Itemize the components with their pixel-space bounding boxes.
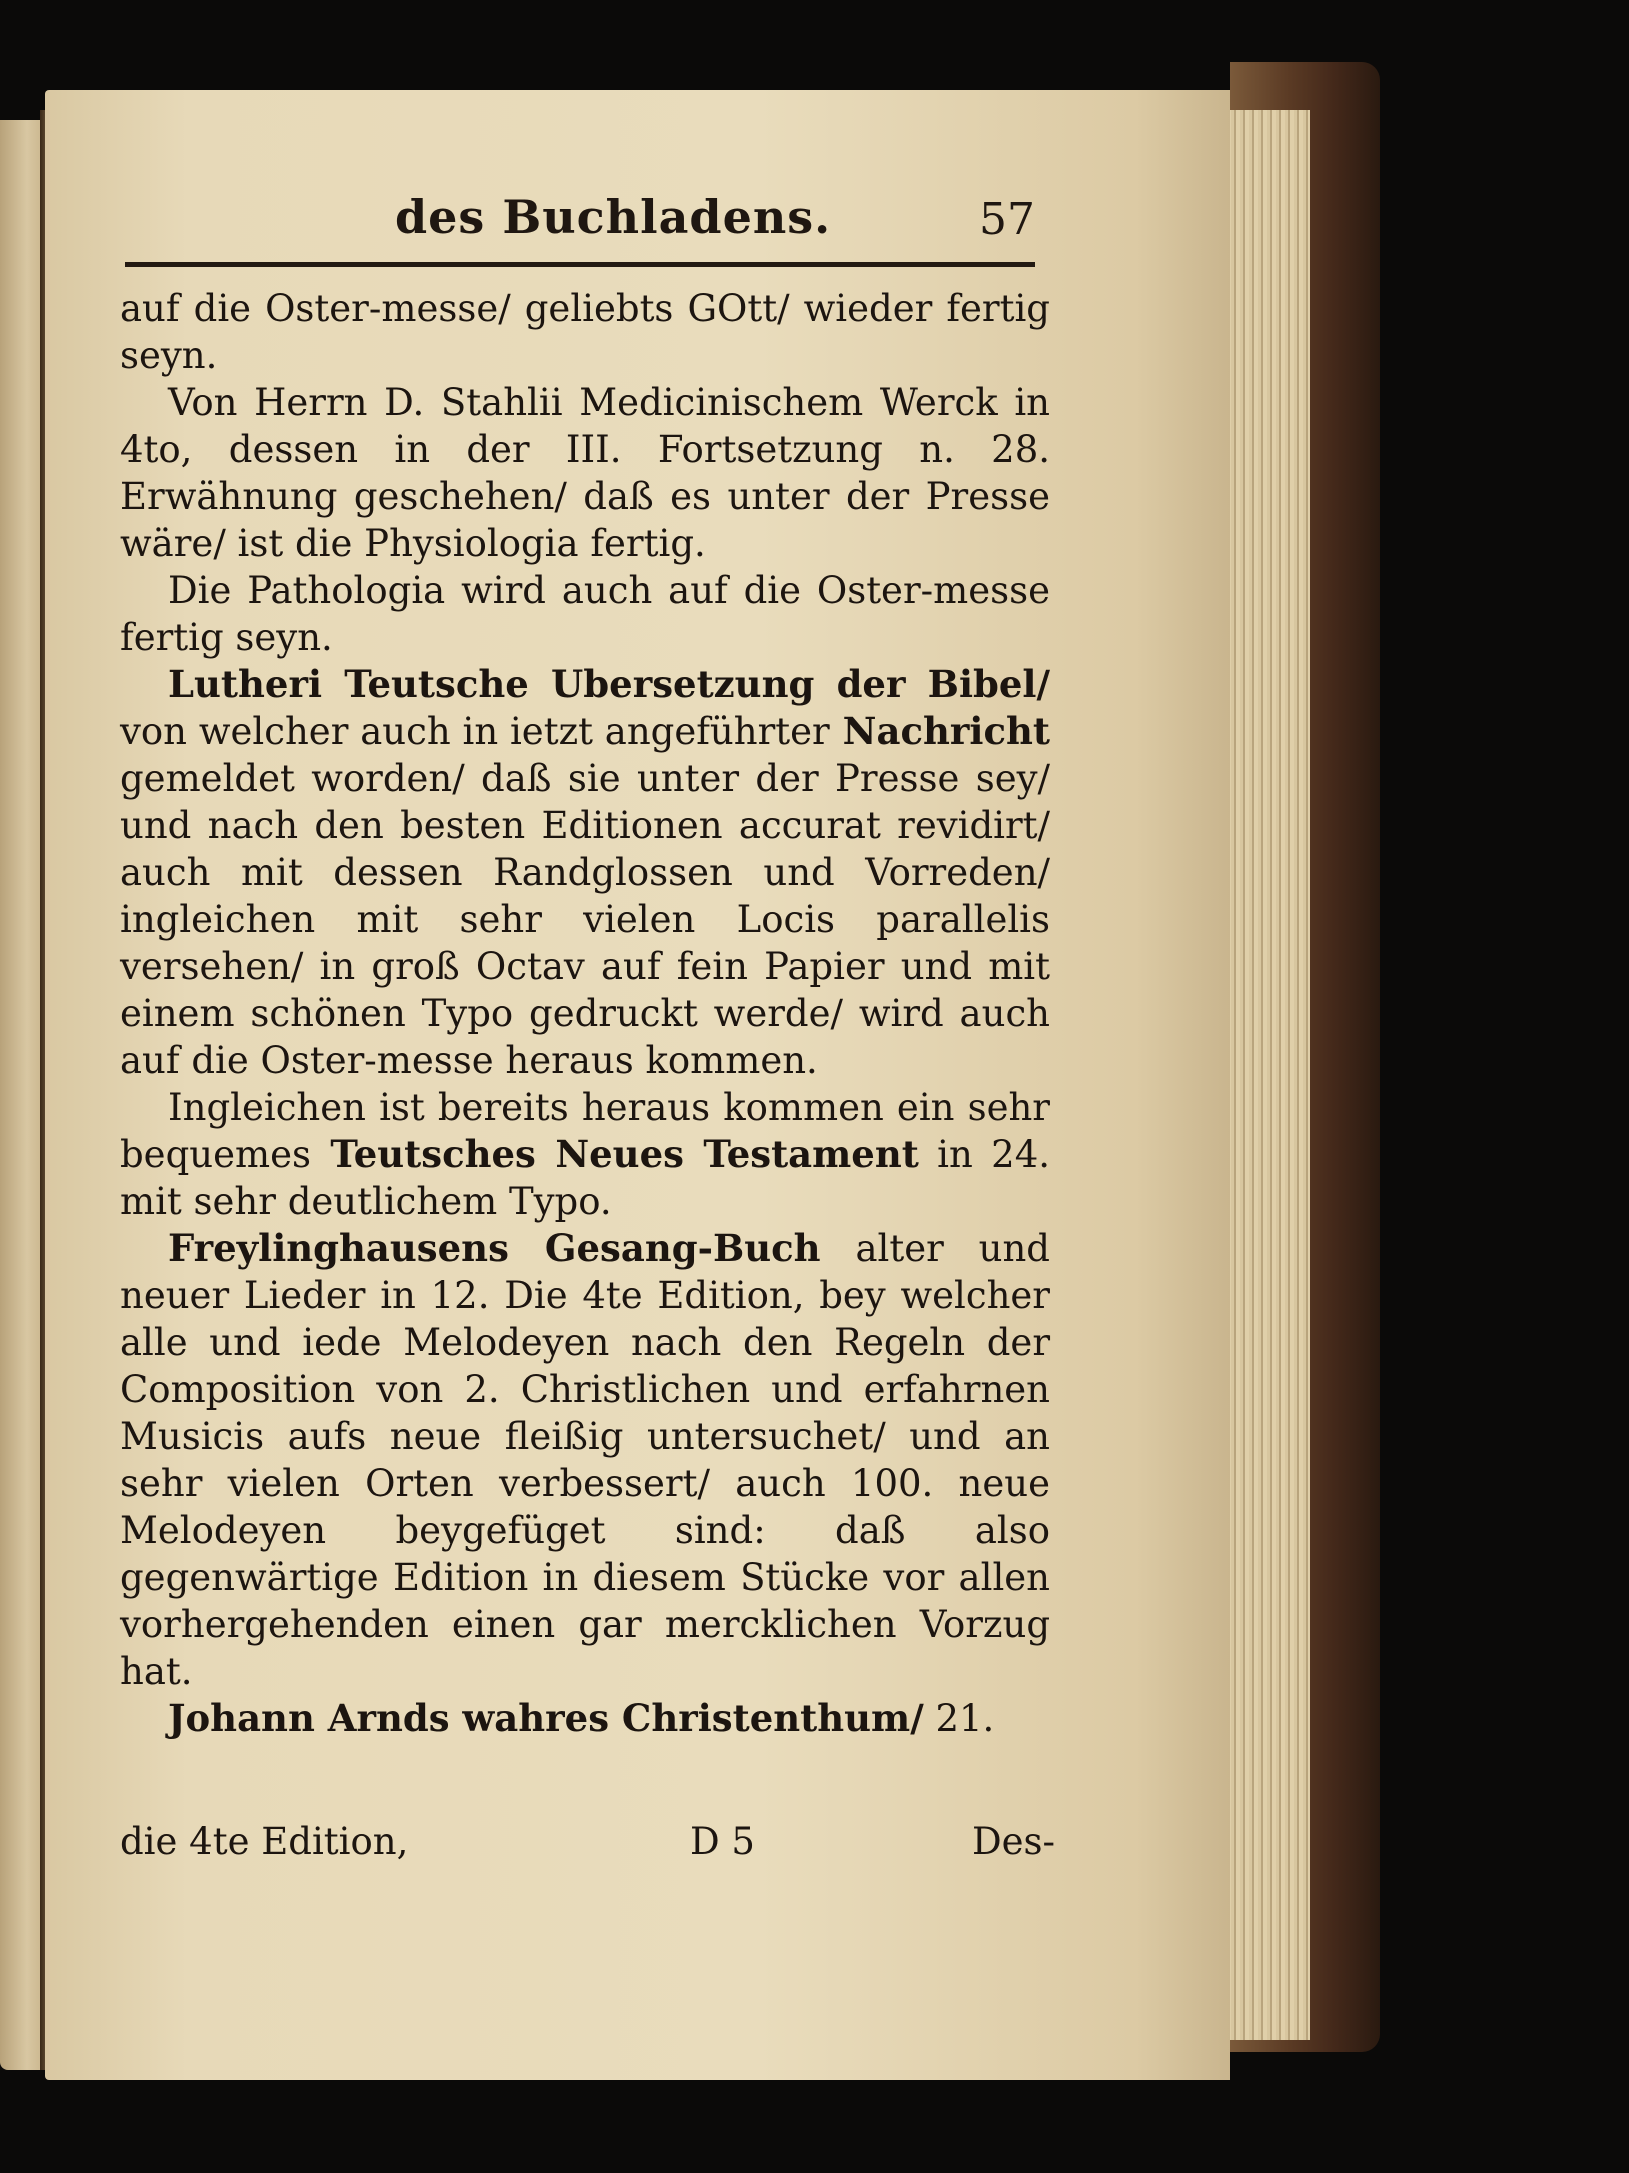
paragraph: auf die Oster-messe/ geliebts GOtt/ wieder fertig seyn. [120, 287, 1050, 377]
catchword: Des- [971, 1820, 1055, 1863]
page-body [120, 285, 1050, 1742]
nachricht-title: Nachricht [829, 709, 1050, 753]
paragraph-text: Ingleichen ist bereits heraus kommen ein sehr bequemes [120, 1086, 1050, 1176]
signature-mark: D 5 [690, 1820, 755, 1863]
paragraph [120, 661, 1050, 1084]
page-number: 57 [979, 194, 1035, 245]
paragraph: Die Pathologia wird auch auf die Oster-messe fertig seyn. [120, 569, 1050, 659]
paragraph-text: von welcher auch in ietzt angeführter [120, 710, 830, 753]
paragraph-text: 21. [923, 1697, 995, 1740]
bible-title: Lutheri Teutsche Ubersetzung der Bibel/ [168, 662, 1050, 706]
paragraph-text: alter und neuer Lieder in 12. Die 4te Edition, bey welcher alle und iede Melodeyen nach den Regeln der Composition von 2. Christlichen und erfahrnen Musicis aufs neue fleißig untersuchet/ und an sehr vielen Orten verbessert/ auch 100. neue Melodeyen beygefüget sind: daß also gegenwärtige Edition in diesem Stücke vor allen vorhergehenden einen gar mercklichen Vorzug hat. [120, 1227, 1050, 1693]
header-rule [125, 262, 1035, 267]
page-header [125, 180, 1035, 255]
running-head: des Buchladens. [395, 190, 832, 244]
last-line: die 4te Edition, [120, 1820, 409, 1863]
paragraph [120, 1225, 1050, 1695]
paragraph: Von Herrn D. Stahlii Medicinischem Werck in 4to, dessen in der III. Fortsetzung n. 28. Erwähnung geschehen/ daß es unter der Presse wäre/ ist die Physiologia fertig. [120, 381, 1050, 565]
paragraph [120, 1695, 1050, 1742]
gesangbuch-title: Freylinghausens Gesang-Buch [168, 1226, 821, 1270]
christenthum-title: Johann Arnds wahres Christenthum/ [168, 1696, 924, 1740]
paragraph-text: in 24. mit sehr deutlichem Typo. [120, 1133, 1050, 1223]
testament-title: Teutsches Neues Testament [310, 1132, 919, 1176]
facing-page-edge [0, 120, 45, 2070]
page-footer [120, 1820, 1055, 1880]
paragraph-text: gemeldet worden/ daß sie unter der Presse sey/ und nach den besten Editionen accurat revidirt/ auch mit dessen Randglossen und Vorreden/ ingleichen mit sehr vielen Locis parallelis versehen/ in groß Octav auf fein Papier und mit einem schönen Typo gedruckt werde/ wird auch auf die Oster-messe heraus kommen. [120, 757, 1050, 1082]
paragraph [120, 1084, 1050, 1225]
